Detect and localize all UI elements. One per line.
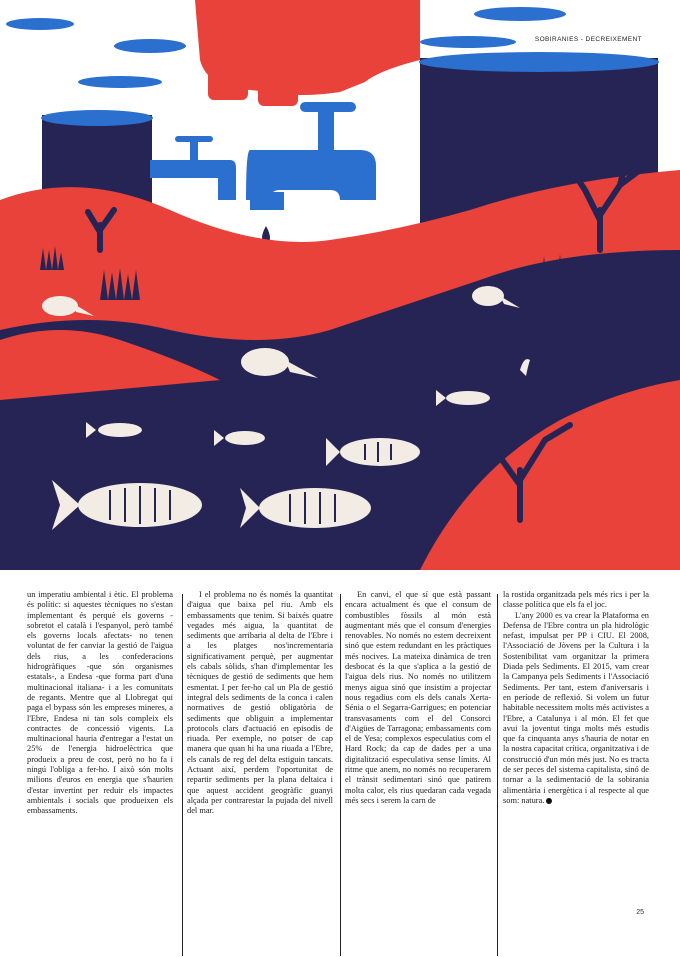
paragraph: I el problema no és només la quantitat d'aigua que baixa pel riu. Amb els embassaments que tenim. Si baixés quatre vegades més aigua, la quantitat de sediments que arribaria al delta de l'Ebre i a les platges nos'incrementaria significativament perquè, per augmentar els cabals sòlids, s'han d'implementar les tècniques de gestió de sediments que hem esmentat. I per fer-ho cal un Pla de gestió integral dels sediments de la conca i calen normatives de gestió obligatòria de sediments que obliguin a implementar protocols clars d'actuació en episodis de riuada. Per exemple, no potser de cap manera que quan hi ha una riuada a l'Ebre, els canals de reg del delta estiguin tancats. Actuant així, perdem l'oportunitat de repartir sediments per la plana deltaica i que aquest accident geogràfic guanyi alçada per contrarestar la pujada del nivell del mar. bbox=[187, 590, 333, 816]
column-1 bbox=[27, 590, 173, 950]
column-4 bbox=[503, 590, 649, 950]
paragraph: En canvi, el que sí que està passant encara actualment és que el consum de combustibles fòssils al món està augmentant més que el consum d'energies renovables. No només no estem decreixent sinó que estem redundant en les pràctiques més nocives. La mateixa dinàmica de tren desbocat és la que s'aplica a la gestió de l'aigua dels rius. No només no utilitzem menys aigua sinó que insistim a projectar nous regadius com els dels canals Xerta-Sénia o el Segarra-Garrigues; en potenciar transvasaments com el del Consorci d'Aigües de Tarragona; embassaments com el de Yesa; complexos especulatius com el Hard Rock; da cap de dades per a una digitalització especulativa sense límits. Al ritme que anem, no només no recuperarem el trànsit sedimentari sinó que patirem molta calor, els rius quedaran cada vegada més secs i serem la carn de bbox=[345, 590, 491, 805]
cloud-icon bbox=[114, 39, 186, 53]
column-2 bbox=[187, 590, 333, 950]
paragraph-last bbox=[503, 611, 649, 807]
page-number: 25 bbox=[636, 909, 644, 916]
cloud-icon bbox=[420, 36, 516, 48]
paragraph-text: L'any 2000 es va crear la Plataforma en Defensa de l'Ebre contra un pla hidrològic nefast, impulsat per PP i CIU. El 2008, l'Associació de Jòvens per la Cultura i la Sostenibilitat vam organitzar la primera Diada pels Sediments. El 2015, vam crear la Campanya pels Sediments i l'Associació Sediments. Per tant, estem d'aniversaris i en període de reflexió. Si volem un futur habitable necessitem molts més activistes a l'Ebre, a Catalunya i al món. El fet que avui la joventut tinga molts més estudis que fa cinquanta anys s'hauria de notar en la nostra capacitat crítica, organitzativa i de construcció d'un món més just. No es tracta de ser peces del sistema capitalista, sinó de tornar a la sedimentació de la sobirania alimentària i energètica i al respecte al que som: natura. bbox=[503, 610, 649, 805]
column-3 bbox=[345, 590, 491, 950]
cloud-icon bbox=[474, 7, 566, 21]
paragraph: la rostida organitzada pels més rics i per la classe política que els fa el joc. bbox=[503, 590, 649, 610]
running-head: SOBIRANIES - DECREIXEMENT bbox=[534, 36, 642, 43]
cloud-icon bbox=[78, 76, 162, 88]
paragraph: un imperatiu ambiental i ètic. El problema és polític: si aquestes tècniques no s'estan implementant és perquè els governs -sobretot el català i l'espanyol, però també els governs locals afectats- no tenen voluntat de fer canviar la gestió de l'aigua dels rius, a les confederacions hidrogràfiques -que són organismes estatals-, a Endesa -que forma part d'una multinacional italiana- i a les comunitats de regants. Mentre que al Llobregat qui paga el bypass són les empreses mineres, a l'Ebre, Endesa ni tan sols compleix els contractes de concessió vigents. La multinacional hauria d'entregar a l'estat un 25% de l'energia hidroelèctrica que produeix a preu de cost, però no ho fa i ningú l'obliga a fer-ho. I això són molts milions d'euros en energia que s'haurien d'estar invertint per reduir els impactes ambientals i socials que produeixen els embassaments. bbox=[27, 590, 173, 816]
end-mark-icon bbox=[546, 798, 552, 804]
cloud-icon bbox=[6, 18, 74, 30]
article-body bbox=[27, 590, 653, 930]
